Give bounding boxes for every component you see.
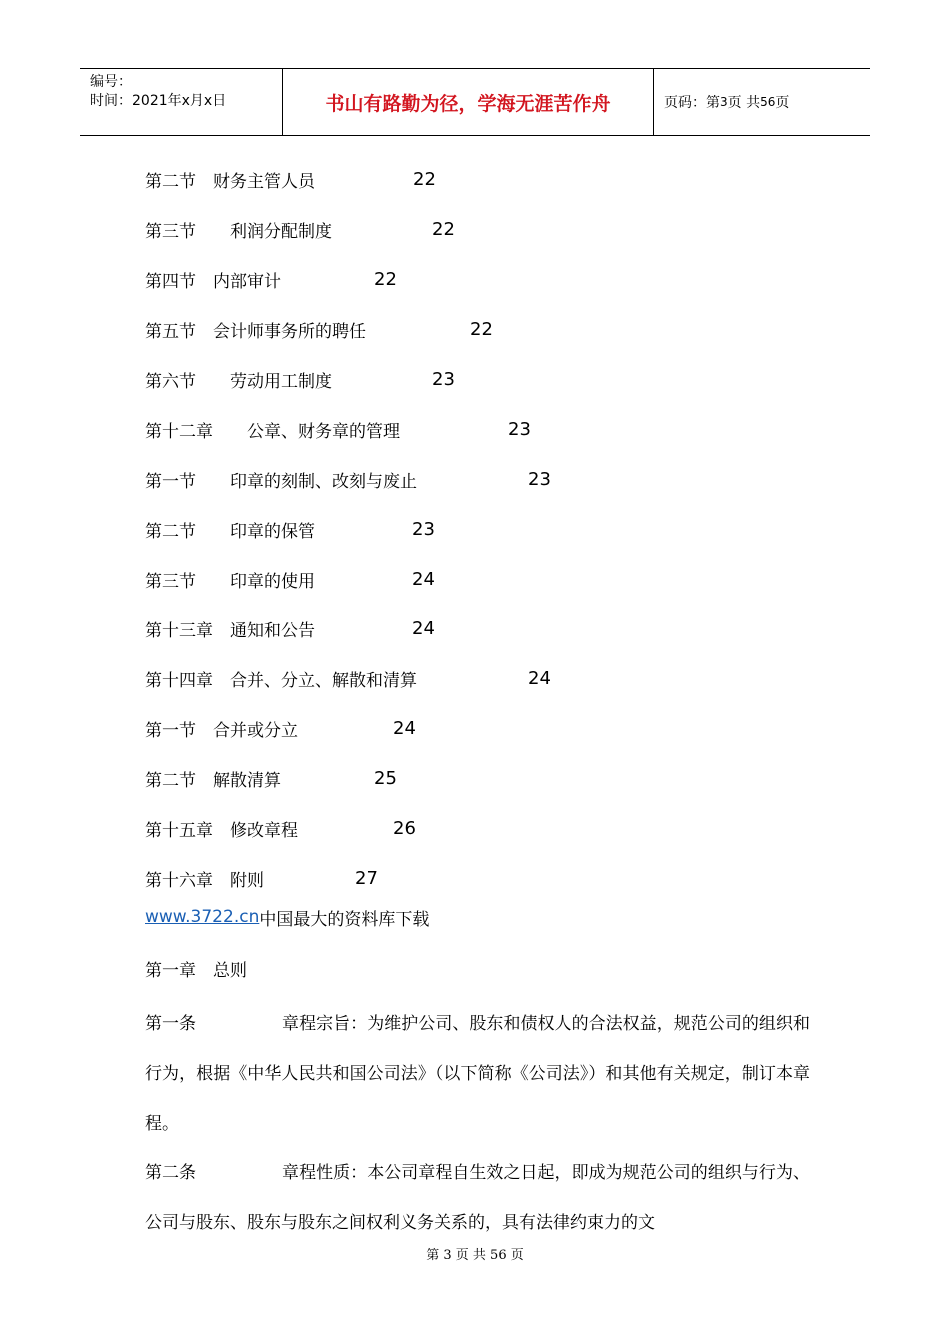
toc-page: 22 bbox=[413, 169, 436, 191]
toc-title: 第二节 解散清算 bbox=[145, 771, 281, 792]
toc-title: 第六节 劳动用工制度 bbox=[145, 372, 332, 392]
toc-page: 23 bbox=[508, 418, 531, 440]
toc-entry bbox=[145, 704, 845, 754]
toc-title: 第五节 会计师事务所的聘任 bbox=[145, 322, 366, 343]
toc-page: 22 bbox=[374, 269, 397, 291]
header-page-current: 3 bbox=[720, 95, 728, 109]
toc-entry bbox=[145, 255, 845, 305]
table-of-contents bbox=[145, 155, 845, 903]
chapter-title: 第一章 总则 bbox=[145, 960, 247, 981]
header-meta bbox=[80, 69, 282, 135]
toc-entry bbox=[145, 654, 845, 704]
ad-text: 中国最大的资料库下载 bbox=[259, 909, 430, 930]
toc-entry bbox=[145, 355, 845, 405]
toc-page: 27 bbox=[355, 867, 378, 889]
toc-title: 第四节 内部审计 bbox=[145, 272, 281, 293]
article-label: 第一条 bbox=[145, 1014, 196, 1034]
header-page-prefix: 页码：第 bbox=[664, 95, 720, 111]
toc-entry bbox=[145, 554, 845, 604]
toc-page: 23 bbox=[528, 468, 551, 490]
document-body bbox=[145, 1000, 810, 1249]
toc-title: 第十五章 修改章程 bbox=[145, 821, 298, 842]
toc-page: 22 bbox=[432, 219, 455, 241]
article bbox=[145, 1149, 810, 1249]
toc-page: 23 bbox=[432, 369, 455, 390]
toc-title: 第二节 印章的保管 bbox=[145, 521, 315, 542]
page-footer: 第 3 页 共 56 页 bbox=[426, 1248, 524, 1263]
toc-entry bbox=[145, 454, 845, 504]
ad-link[interactable]: www.3722.cn bbox=[145, 907, 260, 927]
header-page-suffix: 页 bbox=[775, 95, 790, 111]
toc-page: 24 bbox=[412, 618, 435, 640]
toc-page: 24 bbox=[393, 718, 416, 740]
toc-title: 第十二章 公章、财务章的管理 bbox=[145, 421, 400, 442]
toc-page: 26 bbox=[393, 818, 416, 840]
toc-page: 24 bbox=[412, 568, 435, 590]
article-text: 章程性质：本公司章程自生效之日起，即成为规范公司的组织与行为、公司与股东、股东与股东之间权利义务关系的，具有法律约束力的文 bbox=[145, 1163, 810, 1234]
toc-title: 第二节 财务主管人员 bbox=[145, 172, 315, 193]
toc-title: 第一节 印章的刻制、改刻与废止 bbox=[145, 471, 417, 492]
toc-entry bbox=[145, 604, 845, 654]
toc-title: 第十三章 通知和公告 bbox=[145, 621, 315, 642]
toc-entry bbox=[145, 754, 845, 804]
toc-title: 第十四章 合并、分立、解散和清算 bbox=[145, 671, 417, 692]
toc-entry bbox=[145, 205, 845, 255]
article bbox=[145, 1000, 810, 1149]
toc-page: 22 bbox=[470, 319, 493, 341]
header-time-label: 时间：2021年x月x日 bbox=[90, 93, 227, 109]
toc-title: 第三节 印章的使用 bbox=[145, 571, 315, 592]
toc-page: 25 bbox=[374, 768, 397, 790]
article-label: 第二条 bbox=[145, 1163, 196, 1184]
header-number-label: 编号： bbox=[90, 74, 132, 90]
toc-title: 第十六章 附则 bbox=[145, 870, 264, 891]
toc-page: 24 bbox=[528, 668, 551, 690]
ad-line bbox=[145, 902, 429, 932]
header-page-info bbox=[654, 69, 870, 135]
toc-page: 23 bbox=[412, 518, 435, 540]
toc-entry bbox=[145, 504, 845, 554]
page-header bbox=[80, 68, 870, 136]
toc-title: 第三节 利润分配制度 bbox=[145, 222, 332, 243]
toc-entry bbox=[145, 155, 845, 205]
header-motto: 书山有路勤为径，学海无涯苦作舟 bbox=[282, 69, 654, 135]
article-text: 章程宗旨：为维护公司、股东和债权人的合法权益，规范公司的组织和行为，根据《中华人民共和国公司法》（以下简称《公司法》）和其他有关规定，制订本章程。 bbox=[145, 1014, 810, 1134]
toc-entry bbox=[145, 404, 845, 454]
header-page-mid: 页 共 bbox=[727, 95, 761, 111]
toc-title: 第一节 合并或分立 bbox=[145, 721, 298, 742]
toc-entry bbox=[145, 804, 845, 854]
toc-entry bbox=[145, 853, 845, 903]
toc-entry bbox=[145, 305, 845, 355]
header-page-total: 56 bbox=[760, 95, 776, 109]
